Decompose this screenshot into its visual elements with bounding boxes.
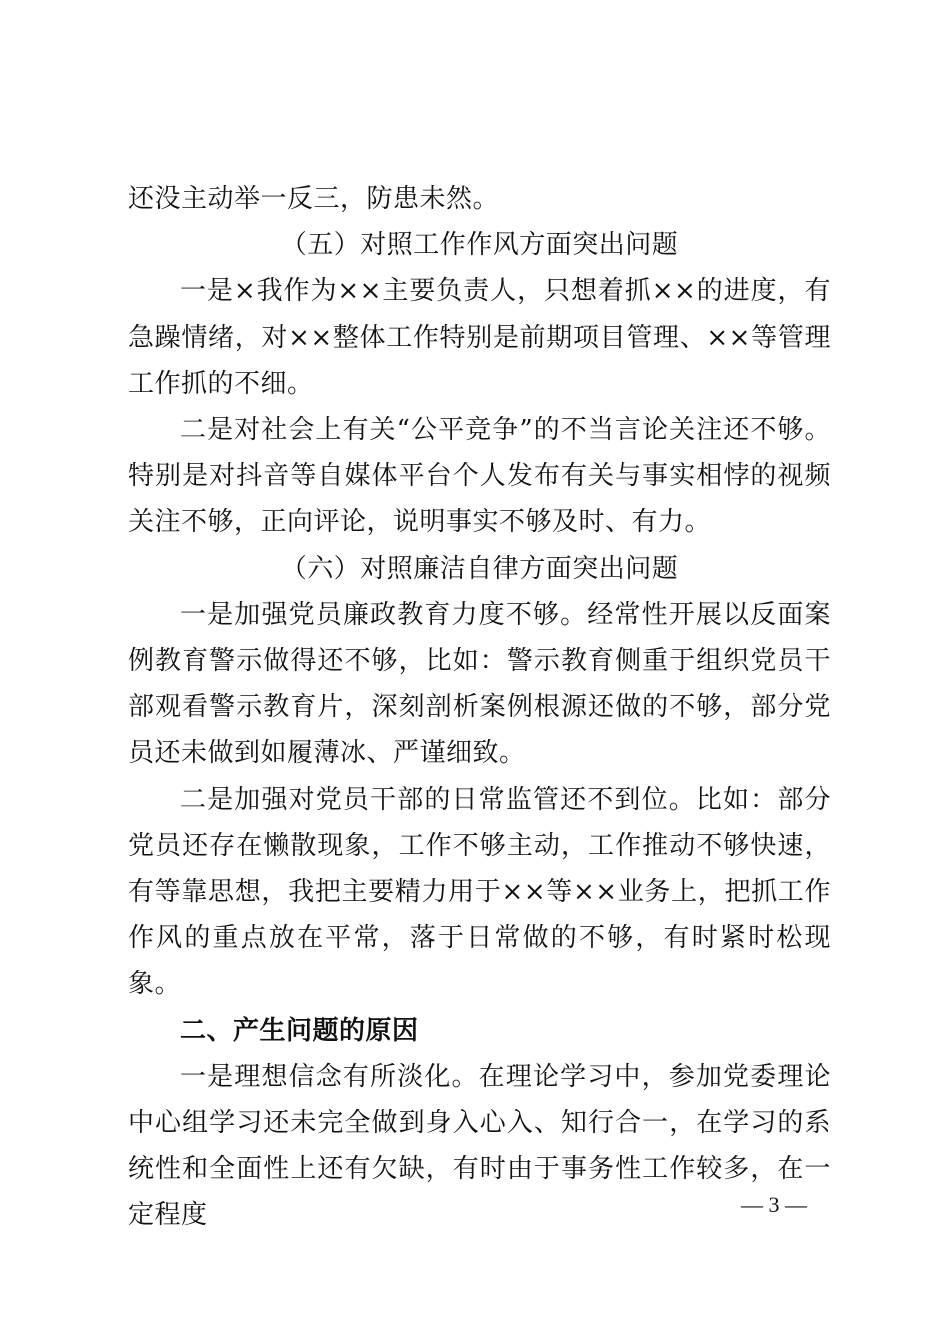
paragraph-continuation: 还没主动举一反三，防患未然。 xyxy=(128,184,500,214)
paragraph-integrity-1: 一是加强党员廉政教育力度不够。经常性开展以反面案例教育警示做得还不够，比如：警示教育侧重于组织党员干部观看警示教育片，深刻剖析案例根源还做的不够，部分党员还未做到如履薄冰、严谨细致。 xyxy=(128,599,831,769)
paragraph-work-style-1: 一是×我作为××主要负责人，只想着抓××的进度，有急躁情绪，对××整体工作特别是前期项目管理、××等管理工作抓的不细。 xyxy=(128,276,831,399)
subheading-integrity: （六）对照廉洁自律方面突出问题 xyxy=(280,553,679,584)
paragraph-work-style-2: 二是对社会上有关“公平竞争”的不当言论关注还不够。特别是对抖音等自媒体平台个人发布有关与事实相悖的视频关注不够，正向评论，说明事实不够及时、有力。 xyxy=(128,415,831,538)
subheading-work-style: （五）对照工作作风方面突出问题 xyxy=(280,230,679,261)
document-body xyxy=(128,176,831,1239)
paragraph-integrity-2: 二是加强对党员干部的日常监管还不到位。比如：部分党员还存在懒散现象，工作不够主动，工作推动不够快速，有等靠思想，我把主要精力用于××等××业务上，把抓工作作风的重点放在平常，落于日常做的不够，有时紧时松现象。 xyxy=(128,784,831,1000)
paragraph-causes-1: 一是理想信念有所淡化。在理论学习中，参加党委理论中心组学习还未完全做到身入心入、知行合一，在学习的系统性和全面性上还有欠缺，有时由于事务性工作较多，在一定程度 xyxy=(128,1061,831,1231)
section-heading-causes: 二、产生问题的原因 xyxy=(180,1015,419,1046)
page-number: — 3 — xyxy=(741,1192,807,1217)
